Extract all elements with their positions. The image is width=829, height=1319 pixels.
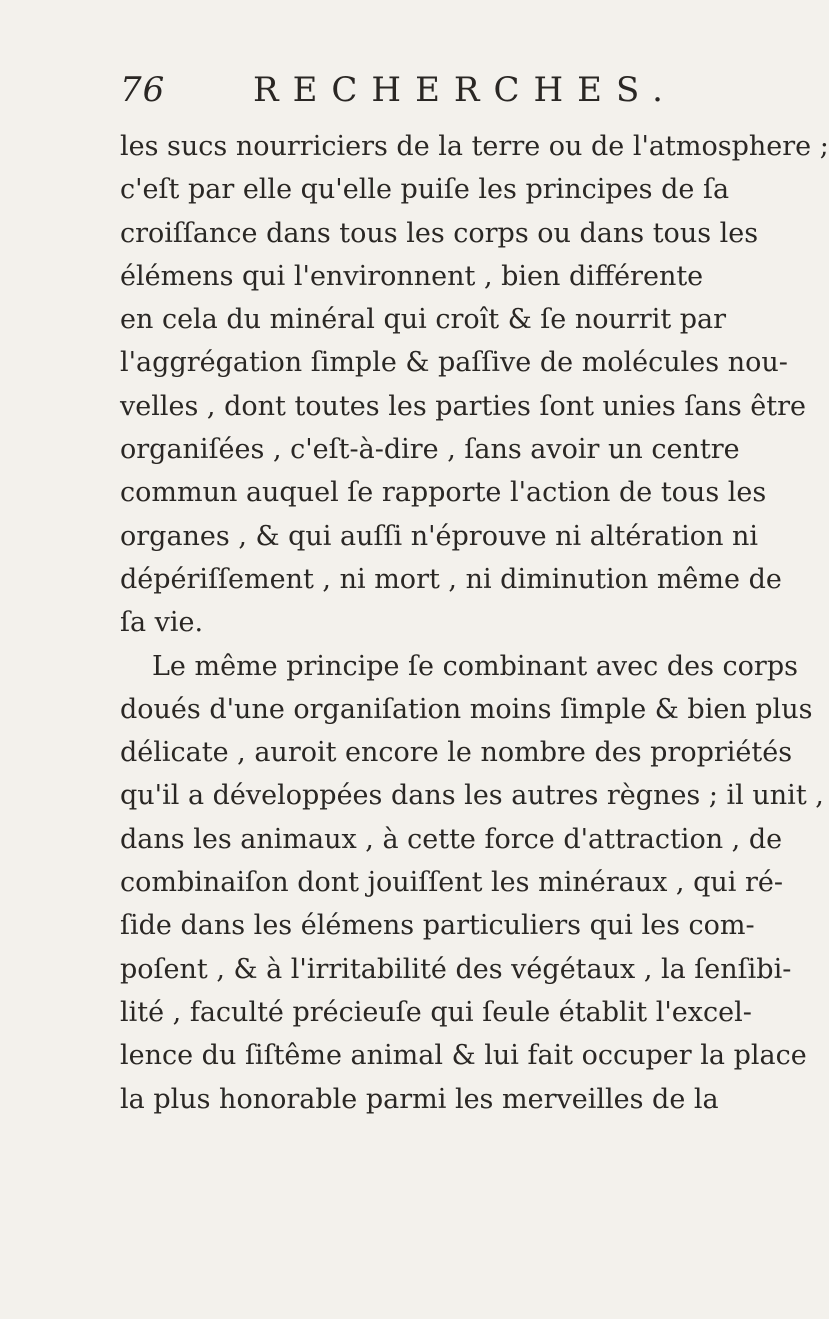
text-line: l'aggrégation ſimple & paſſive de molécules nou- — [120, 347, 788, 379]
text-line: doués d'une organiſation moins ſimple & bien plus — [120, 693, 813, 725]
text-line: poſent , & à l'irritabilité des végétaux , la ſenſibi- — [120, 953, 792, 985]
text-line: c'eſt par elle qu'elle puiſe les principes de ſa — [120, 174, 730, 206]
text-line: commun auquel ſe rapporte l'action de tous les — [120, 477, 767, 509]
text-line: en cela du minéral qui croît & ſe nourrit par — [120, 304, 727, 336]
text-line: la plus honorable parmi les merveilles de la — [120, 1083, 719, 1115]
text-line: lité , faculté précieuſe qui ſeule établit l'excel- — [120, 996, 752, 1028]
page-number: 76 — [120, 70, 166, 110]
running-title: RECHERCHES. — [253, 70, 677, 110]
body-text — [120, 125, 829, 1121]
text-line: combinaiſon dont jouiſſent les minéraux , qui ré- — [120, 867, 783, 899]
text-line: Le même principe ſe combinant avec des corps — [152, 650, 798, 682]
text-line: délicate , auroit encore le nombre des propriétés — [120, 737, 793, 769]
text-line: qu'il a développées dans les autres règnes ; il unit , — [120, 780, 824, 812]
text-line: croiſſance dans tous les corps ou dans tous les — [120, 217, 759, 249]
page-header — [120, 70, 700, 120]
text-line: organes , & qui auſſi n'éprouve ni altération ni — [120, 520, 759, 552]
text-line: ſa vie. — [120, 607, 204, 639]
text-line: velles , dont toutes les parties ſont unies ſans être — [120, 390, 806, 422]
text-line: les sucs nourriciers de la terre ou de l'atmosphere ; — [120, 131, 829, 162]
text-line: lence du ſiſtême animal & lui fait occuper la place — [120, 1040, 807, 1072]
text-line: dans les animaux , à cette force d'attraction , de — [120, 823, 783, 855]
text-line: organiſées , c'eſt-à-dire , ſans avoir un centre — [120, 434, 740, 466]
text-line: élémens qui l'environnent , bien différente — [120, 260, 704, 292]
paragraph-1 — [120, 125, 829, 645]
text-line: dépériſſement , ni mort , ni diminution même de — [120, 563, 782, 595]
text-line: ſide dans les élémens particuliers qui les com- — [120, 910, 755, 942]
paragraph-2 — [120, 645, 824, 1121]
